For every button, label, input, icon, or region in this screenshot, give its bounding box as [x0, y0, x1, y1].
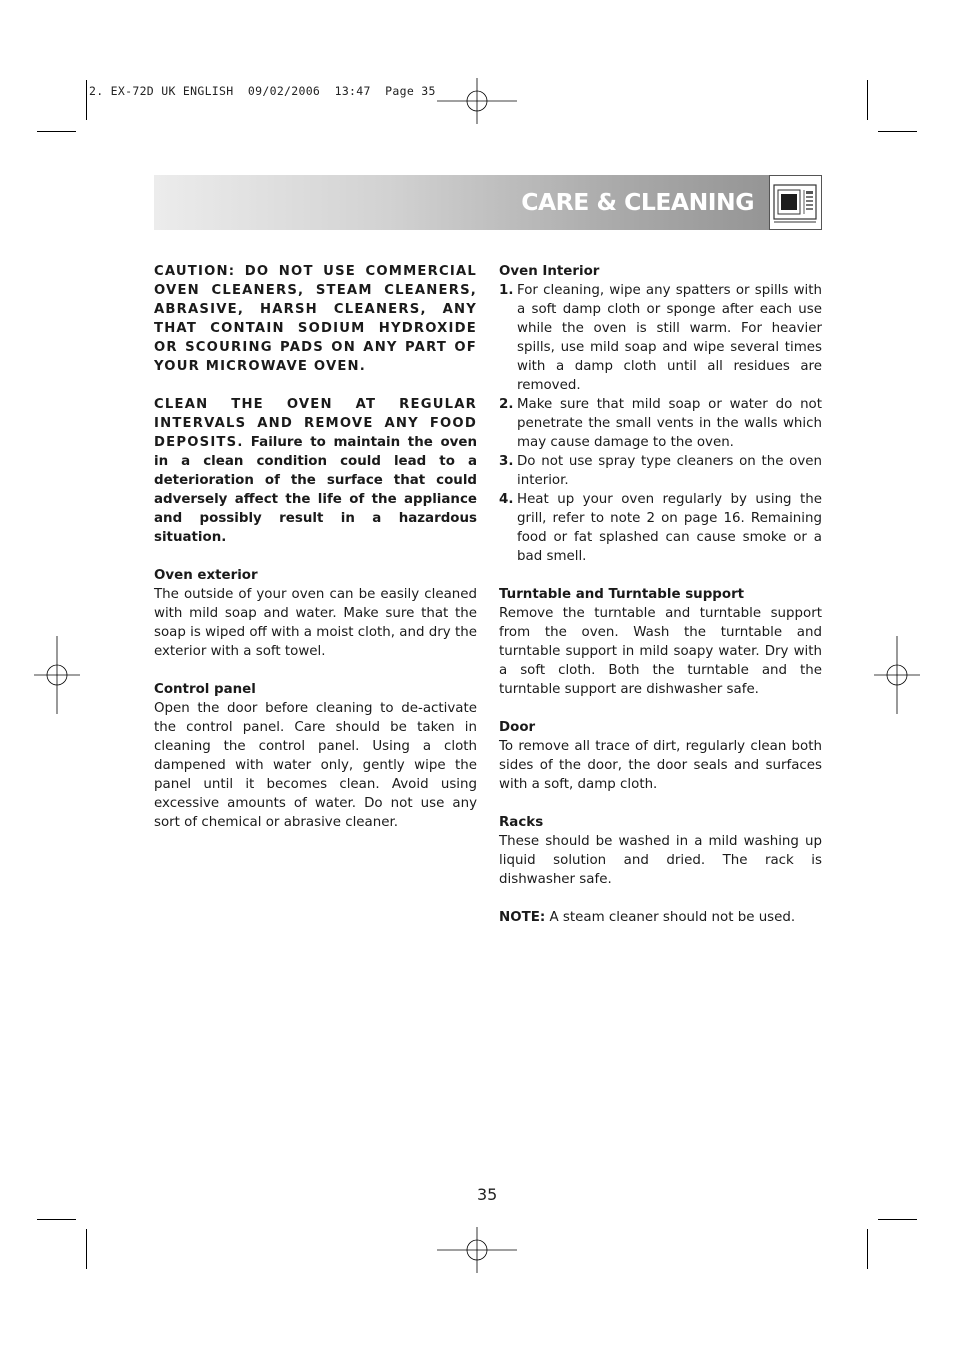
clean-rest: Failure to maintain the oven in a clean condition could lead to a deterioration of the surface that could adversely affect the life of the appliance and possibly result in a hazardous situation.	[154, 435, 477, 545]
clean-caps: CLEAN THE OVEN AT REGULAR INTERVALS AND REMOVE ANY FOOD DEPOSITS.	[154, 397, 477, 450]
right-column	[499, 262, 822, 927]
clean-paragraph	[154, 395, 477, 547]
control-panel-heading: Control panel	[154, 682, 256, 697]
oven-interior-heading: Oven Interior	[499, 264, 600, 279]
control-panel-text: Open the door before cleaning to de-activate the control panel. Care should be taken in cleaning the control panel. Using a cloth dampened with water only, gently wipe the panel until it becomes clean. Avoid using excessive amounts of water. Do not use any sort of chemical or abrasive cleaner.	[154, 701, 477, 830]
section-banner	[154, 175, 822, 230]
printer-slug: 2. EX-72D UK ENGLISH 09/02/2006 13:47 Page 35	[89, 84, 436, 98]
registration-mark-bottom	[437, 1227, 517, 1273]
list-item: 2. Make sure that mild soap or water do not penetrate the small vents in the walls which may cause damage to the oven.	[499, 397, 822, 450]
note-paragraph	[499, 908, 822, 927]
list-item: 1. For cleaning, wipe any spatters or spills with a soft damp cloth or sponge after each use while the oven is still warm. For heavier spills, use mild soap and wipe several times with a damp cloth until all residues are removed.	[499, 283, 822, 393]
section-title: CARE & CLEANING	[521, 188, 754, 216]
left-column	[154, 262, 477, 832]
door-text: To remove all trace of dirt, regularly clean both sides of the door, the door seals and surfaces with a soft, damp cloth.	[499, 739, 822, 792]
microwave-oven-icon	[769, 175, 822, 230]
caution-paragraph: CAUTION: DO NOT USE COMMERCIAL OVEN CLEANERS, STEAM CLEANERS, ABRASIVE, HARSH CLEANERS, ANY THAT CONTAIN SODIUM HYDROXIDE OR SCOURING PADS ON ANY PART OF YOUR MICROWAVE OVEN.	[154, 264, 477, 374]
list-item: 4. Heat up your oven regularly by using the grill, refer to note 2 on page 16. Remaining food or fat splashed can cause smoke or a bad smell.	[499, 492, 822, 564]
racks-text: These should be washed in a mild washing up liquid solution and dried. The rack is dishwasher safe.	[499, 834, 822, 887]
oven-exterior-heading: Oven exterior	[154, 568, 258, 583]
list-item: 3. Do not use spray type cleaners on the oven interior.	[499, 454, 822, 488]
oven-exterior-text: The outside of your oven can be easily cleaned with mild soap and water. Make sure that the soap is wiped off with a moist cloth, and dry the exterior with a soft towel.	[154, 587, 477, 659]
note-text: A steam cleaner should not be used.	[545, 910, 796, 925]
oven-interior-list	[499, 281, 822, 566]
page-number: 35	[477, 1185, 498, 1204]
door-heading: Door	[499, 720, 536, 735]
turntable-heading: Turntable and Turntable support	[499, 587, 745, 602]
registration-mark-right	[874, 636, 920, 714]
turntable-text: Remove the turntable and turntable support from the oven. Wash the turntable and turntable support in mild soapy water. Dry with a soft cloth. Both the turntable and the turntable support are dishwasher safe.	[499, 606, 822, 697]
note-label: NOTE:	[499, 910, 546, 925]
racks-heading: Racks	[499, 815, 544, 830]
registration-mark-left	[34, 636, 80, 714]
registration-mark-top	[437, 78, 517, 124]
